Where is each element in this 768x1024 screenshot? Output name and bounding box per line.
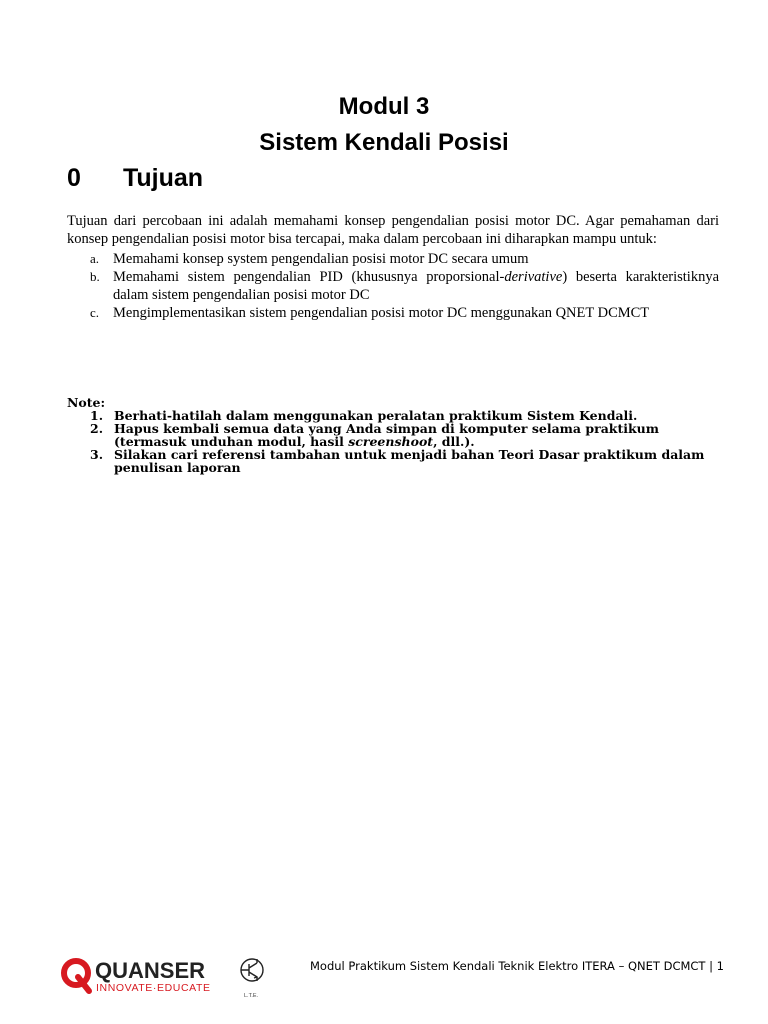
text-segment: Hapus kembali semua data yang Anda simpan di komputer selama praktikum (termasuk unduhan modul, hasil xyxy=(114,421,659,449)
list-item-text: Memahami konsep system pengendalian posisi motor DC secara umum xyxy=(113,251,529,267)
list-item-text: Mengimplementasikan sistem pengendalian posisi motor DC menggunakan QNET DCMCT xyxy=(113,305,650,321)
note-number: 3. xyxy=(90,447,104,462)
note-list xyxy=(67,409,719,474)
note-label: Note: xyxy=(67,395,106,410)
list-marker: b. xyxy=(90,269,100,284)
page-footer: Modul Praktikum Sistem Kendali Teknik Elektro ITERA – QNET DCMCT | 1 xyxy=(310,959,724,973)
logo-tagline: INNOVATE·EDUCATE xyxy=(96,982,211,994)
module-subtitle: Sistem Kendali Posisi xyxy=(259,129,509,156)
logo-wordmark: QUANSER xyxy=(95,958,206,983)
lte-label: L.T.E. xyxy=(244,993,259,999)
section-title: Tujuan xyxy=(123,164,204,192)
note-text xyxy=(114,422,719,448)
list-item-text xyxy=(113,268,719,304)
intro-paragraph: Tujuan dari percobaan ini adalah memahami konsep pengendalian posisi motor DC. Agar pemahaman dari konsep pengendalian posisi motor bisa tercapai, maka dalam percobaan ini diharapkan mampu untuk: xyxy=(67,213,719,247)
objectives-list xyxy=(90,250,719,322)
section-heading xyxy=(67,164,203,193)
note-number: 1. xyxy=(90,408,104,423)
note-text: Silakan cari referensi tambahan untuk menjadi bahan Teori Dasar praktikum dalam penulisan laporan xyxy=(114,447,705,475)
lte-emblem-icon xyxy=(241,959,263,981)
text-segment: ) beserta karakteristiknya dalam sistem pengendalian posisi motor DC xyxy=(113,269,720,303)
q-mark-icon xyxy=(64,961,89,991)
text-segment: Memahami sistem pengendalian PID (khususnya proporsional- xyxy=(113,269,505,285)
list-marker: c. xyxy=(90,305,100,320)
note-text: Berhati-hatilah dalam menggunakan peralatan praktikum Sistem Kendali. xyxy=(114,408,638,423)
list-item xyxy=(90,268,719,304)
list-item xyxy=(67,422,719,448)
italic-term: screenshoot xyxy=(348,434,434,449)
quanser-logo xyxy=(59,955,274,999)
list-item xyxy=(90,304,719,322)
italic-term: derivative xyxy=(504,269,563,285)
note-number: 2. xyxy=(90,421,104,436)
module-title: Modul 3 xyxy=(338,93,430,120)
text-segment: , dll.). xyxy=(433,434,475,449)
list-item xyxy=(90,250,719,268)
section-number: 0 xyxy=(67,164,81,192)
list-marker: a. xyxy=(90,251,100,266)
list-item xyxy=(67,448,719,474)
note-block xyxy=(67,396,719,474)
